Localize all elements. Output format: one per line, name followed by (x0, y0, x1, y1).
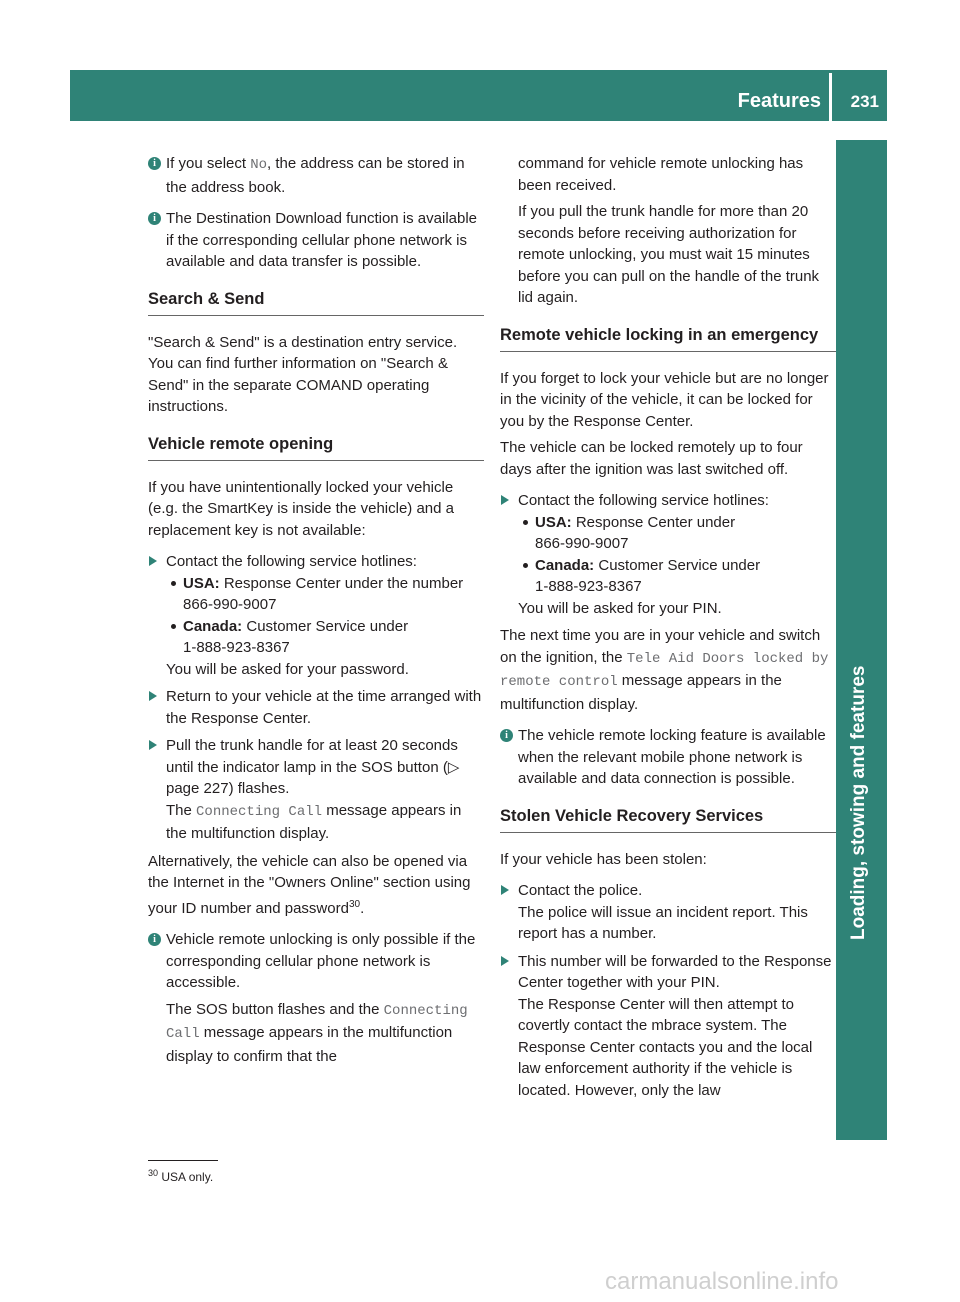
bullet-item: Canada: Customer Service under 1-888-923-8367 (166, 616, 484, 659)
step-arrow-icon (149, 740, 157, 750)
paragraph: "Search & Send" is a destination entry service. You can find further information on "Search & Send" in the separate COMAND operating instructions. (148, 333, 458, 415)
info-icon: i (500, 729, 513, 742)
paragraph: The vehicle can be locked remotely up to four days after the ignition was last switched off. (500, 439, 803, 478)
right-column (500, 153, 836, 1107)
heading-remote-locking: Remote vehicle locking in an emergency (500, 325, 836, 352)
info-icon: i (148, 212, 161, 225)
bullet-item: USA: Response Center under 866-990-9007 (518, 512, 836, 555)
footnote-rule (148, 1160, 218, 1161)
step-arrow-icon (149, 556, 157, 566)
watermark: carmanualsonline.info (605, 1268, 839, 1295)
info-icon: i (148, 933, 161, 946)
heading-stolen-vehicle: Stolen Vehicle Recovery Services (500, 806, 836, 833)
step-arrow-icon (501, 495, 509, 505)
step-arrow-icon (501, 956, 509, 966)
step-item: This number will be forwarded to the Response Center together with your PIN. The Response Center will then attempt to covertly contact the mbrace system. The Response Center contacts you and the local law enforcement authority if the vehicle is located. However, only the law (500, 951, 836, 1102)
info-icon: i (148, 157, 161, 170)
bullet-item: USA: Response Center under the number 866-990-9007 (166, 573, 484, 616)
info-note: i The Destination Download function is available if the corresponding cellular phone network is available and data transfer is possible. (148, 208, 484, 273)
step-item: Contact the following service hotlines: USA: Response Center under 866-990-9007 Canada: Customer Service under 1-888-923-8367 You will be asked for your PIN. (500, 490, 836, 619)
chapter-tab (836, 140, 887, 1140)
step-item: Pull the trunk handle for at least 20 seconds until the indicator lamp in the SOS button (▷ page 227) flashes. The Connecting Call message appears in the multifunction display. (148, 735, 484, 845)
paragraph: If you have unintentionally locked your vehicle (e.g. the SmartKey is inside the vehicle) and a replacement key is not available: (148, 478, 454, 539)
step-arrow-icon (149, 691, 157, 701)
info-note: i If you select No, the address can be stored in the address book. (148, 153, 484, 198)
heading-remote-opening: Vehicle remote opening (148, 434, 484, 461)
footnote: $^{30}$ USA only. (148, 1168, 214, 1184)
info-note: i Vehicle remote unlocking is only possible if the corresponding cellular phone network is accessible. The SOS button flashes and the Connecting Call message appears in the multifunction display to confirm that the (148, 929, 484, 1067)
paragraph: If you forget to lock your vehicle but are no longer in the vicinity of the vehicle, it can be locked for you by the Response Center. (500, 369, 829, 430)
step-item: Return to your vehicle at the time arranged with the Response Center. (148, 686, 484, 729)
paragraph: If your vehicle has been stolen: (500, 850, 707, 868)
info-note: i The vehicle remote locking feature is available when the relevant mobile phone network is available and data connection is possible. (500, 725, 836, 790)
info-continuation: command for vehicle remote unlocking has been received. If you pull the trunk handle for more than 20 seconds before receiving authorization for remote unlocking, you must wait 15 minutes before you can pull on the handle of the trunk lid again. (518, 155, 820, 306)
step-item: Contact the police. The police will issue an incident report. This report has a number. (500, 880, 836, 945)
left-column (148, 153, 484, 1077)
page-number: 231 (850, 92, 879, 111)
page-header (70, 70, 887, 121)
paragraph: The next time you are in your vehicle and switch on the ignition, the Tele Aid Doors locked by remote control message appears in the multifunction display. (500, 627, 829, 713)
heading-search-send: Search & Send (148, 289, 484, 316)
step-arrow-icon (501, 885, 509, 895)
bullet-item: Canada: Customer Service under 1-888-923-8367 (518, 555, 836, 598)
chapter-title: Loading, stowing and features (848, 665, 869, 940)
section-title: Features (737, 90, 821, 112)
header-divider (829, 73, 832, 121)
step-item: Contact the following service hotlines: USA: Response Center under the number 866-990-9007 Canada: Customer Service under 1-888-923-8367 You will be asked for your password. (148, 551, 484, 680)
paragraph: Alternatively, the vehicle can also be opened via the Internet in the "Owners Online" section using your ID number and password$^{30}$. (148, 852, 471, 917)
